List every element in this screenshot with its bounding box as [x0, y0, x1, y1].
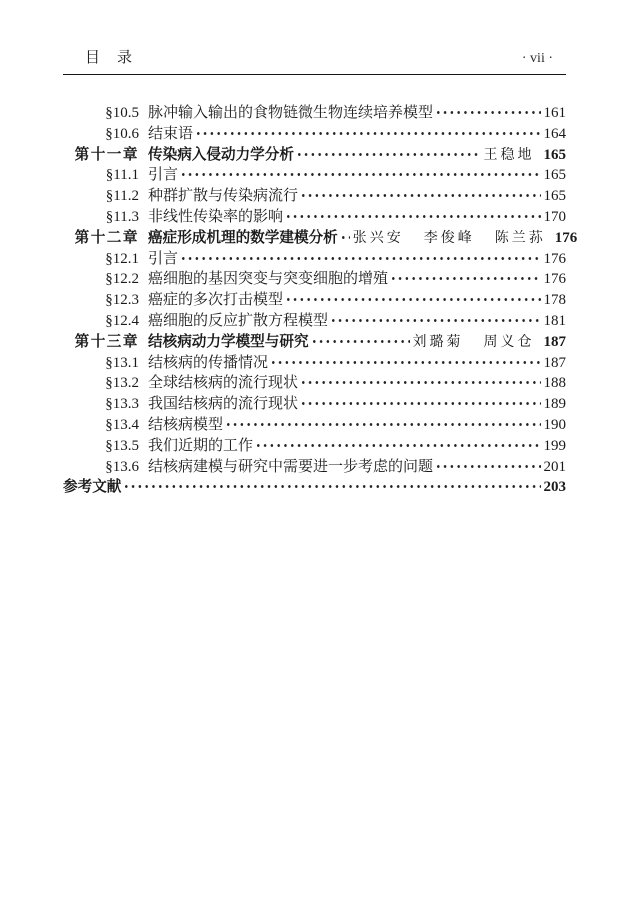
- entry-page: 176: [543, 271, 566, 288]
- toc-entry: [63, 373, 566, 394]
- toc-entry: [63, 415, 566, 436]
- dot-leader: [227, 423, 540, 426]
- entry-page: 203: [543, 479, 566, 496]
- entry-title: 癌细胞的反应扩散方程模型: [148, 312, 329, 329]
- entry-title: 结束语: [148, 125, 194, 142]
- entry-title: 参考文献: [63, 479, 122, 496]
- toc-entry: [63, 457, 566, 478]
- toc-entry: [63, 477, 566, 498]
- entry-page: 187: [543, 354, 566, 371]
- page-header: [63, 46, 566, 75]
- entry-label: §11.2: [105, 188, 139, 205]
- dot-leader: [257, 444, 540, 447]
- entry-label: §13.1: [105, 354, 139, 371]
- entry-page: 170: [543, 208, 566, 225]
- entry-title: 引言: [148, 250, 179, 267]
- dot-leader: [182, 173, 540, 176]
- dot-leader: [298, 153, 481, 156]
- entry-title: 全球结核病的流行现状: [148, 375, 299, 392]
- entry-authors: 刘璐菊 周义仓: [412, 334, 535, 350]
- entry-label: §13.5: [105, 437, 139, 454]
- toc-list: [63, 103, 578, 498]
- entry-page: 188: [543, 375, 566, 392]
- dot-leader: [287, 215, 540, 218]
- dot-leader: [437, 111, 540, 114]
- entry-title: 癌细胞的基因突变与突变细胞的增殖: [148, 271, 389, 288]
- toc-entry: [63, 186, 566, 207]
- entry-label: 第十一章: [74, 146, 139, 163]
- entry-authors: 王稳地: [483, 147, 535, 163]
- toc-entry: [63, 311, 566, 332]
- entry-page: 178: [543, 292, 566, 309]
- dot-leader: [272, 361, 540, 364]
- entry-label: §13.4: [105, 416, 139, 433]
- entry-authors: 张兴安 李俊峰 陈兰荪: [352, 230, 546, 246]
- entry-title: 癌症的多次打击模型: [148, 292, 284, 309]
- entry-label: §10.6: [105, 125, 139, 142]
- toc-entry: [63, 124, 566, 145]
- entry-label: §13.3: [105, 396, 139, 413]
- entry-page: 199: [543, 437, 566, 454]
- entry-title: 种群扩散与传染病流行: [148, 188, 299, 205]
- entry-page: 161: [543, 105, 566, 121]
- entry-label: §13.6: [105, 458, 139, 475]
- entry-page: 165: [543, 167, 566, 184]
- dot-leader: [313, 340, 410, 343]
- toc-entry: [63, 103, 566, 124]
- toc-entry: [63, 353, 566, 374]
- toc-entry: [63, 290, 566, 311]
- entry-page: 165: [543, 188, 566, 205]
- toc-entry: [63, 269, 566, 290]
- dot-leader: [332, 319, 540, 322]
- dot-leader: [197, 132, 540, 135]
- entry-title: 结核病动力学模型与研究: [148, 333, 309, 350]
- entry-title: 癌症形成机理的数学建模分析: [148, 229, 338, 246]
- entry-title: 结核病模型: [148, 416, 224, 433]
- toc-entry: [63, 332, 566, 353]
- toc-entry: [63, 145, 566, 166]
- dot-leader: [437, 465, 540, 468]
- entry-title: 结核病的传播情况: [148, 354, 269, 371]
- toc-entry: [63, 228, 578, 249]
- entry-page: 181: [543, 312, 566, 329]
- page-header-title: 目 录: [85, 50, 134, 66]
- entry-page: 165: [543, 146, 566, 163]
- entry-title: 我们近期的工作: [148, 437, 254, 454]
- toc-entry: [63, 436, 566, 457]
- toc-entry: [63, 394, 566, 415]
- entry-label: 第十三章: [74, 333, 139, 350]
- entry-label: §13.2: [105, 375, 139, 392]
- entry-label: §12.3: [105, 292, 139, 309]
- entry-label: §12.4: [105, 312, 139, 329]
- dot-leader: [302, 402, 540, 405]
- dot-leader: [342, 236, 350, 239]
- entry-label: 第十二章: [74, 229, 139, 246]
- dot-leader: [125, 485, 540, 488]
- entry-page: 164: [543, 125, 566, 142]
- entry-title: 非线性传染率的影响: [148, 208, 284, 225]
- entry-page: 176: [543, 250, 566, 267]
- dot-leader: [287, 298, 540, 301]
- dot-leader: [302, 194, 540, 197]
- entry-label: §11.1: [105, 167, 139, 184]
- entry-label: §12.1: [105, 250, 139, 267]
- dot-leader: [182, 257, 540, 260]
- entry-label: §10.5: [105, 105, 139, 121]
- entry-title: 结核病建模与研究中需要进一步考虑的问题: [148, 458, 434, 475]
- dot-leader: [302, 381, 540, 384]
- entry-label: §11.3: [105, 208, 139, 225]
- entry-title: 脉冲输入输出的食物链微生物连续培养模型: [148, 105, 434, 121]
- entry-title: 引言: [148, 167, 179, 184]
- toc-entry: [63, 249, 566, 270]
- entry-title: 传染病入侵动力学分析: [148, 146, 294, 163]
- entry-page: 201: [543, 458, 566, 475]
- entry-label: §12.2: [105, 271, 139, 288]
- entry-page: 189: [543, 396, 566, 413]
- toc-entry: [63, 207, 566, 228]
- dot-leader: [392, 277, 540, 280]
- page-number-marker: · vii ·: [521, 51, 553, 66]
- entry-page: 190: [543, 416, 566, 433]
- entry-title: 我国结核病的流行现状: [148, 396, 299, 413]
- entry-page: 187: [543, 333, 566, 350]
- toc-entry: [63, 165, 566, 186]
- entry-page: 176: [554, 229, 578, 246]
